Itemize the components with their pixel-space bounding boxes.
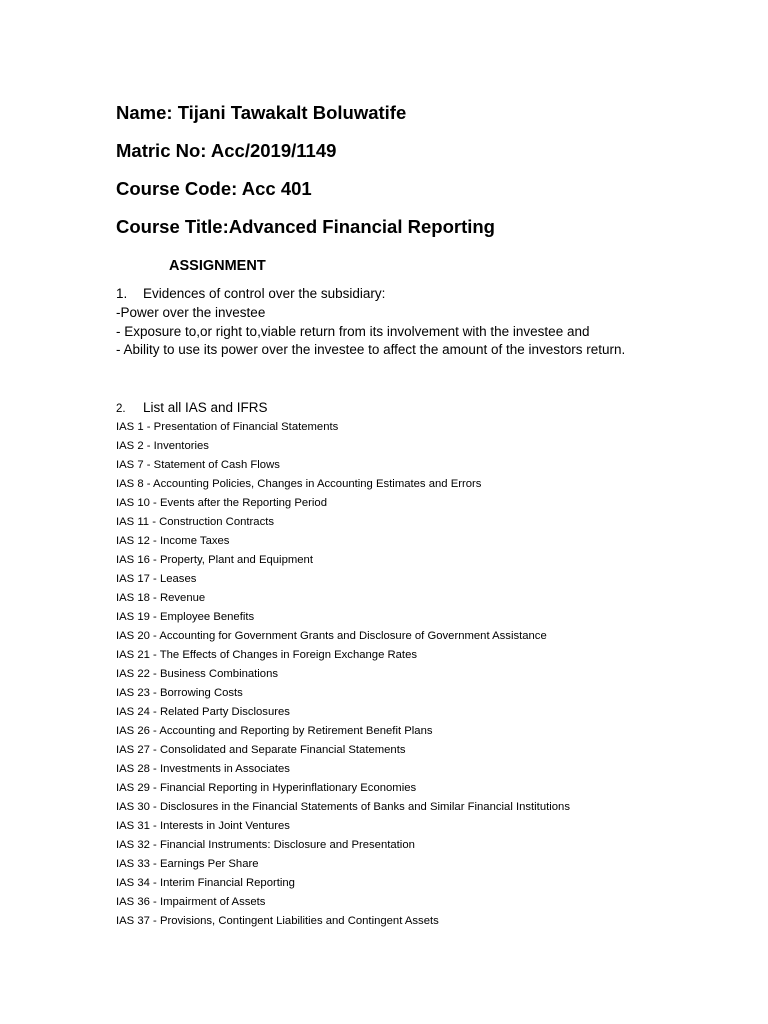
assignment-heading: ASSIGNMENT [169, 258, 266, 274]
list-item: IAS 16 - Property, Plant and Equipment [116, 554, 313, 566]
list-item: IAS 18 - Revenue [116, 592, 206, 604]
list-item: IAS 30 - Disclosures in the Financial Statements of Banks and Similar Financial Institutions [116, 801, 570, 813]
list-item: IAS 33 - Earnings Per Share [116, 858, 259, 870]
course-code: Course Code: Acc 401 [116, 178, 312, 199]
answer-line-exposure: - Exposure to,or right to,viable return from its involvement with the investee and [116, 323, 590, 339]
question-1 [116, 285, 651, 360]
list-item: IAS 11 - Construction Contracts [116, 516, 275, 528]
list-item: IAS 29 - Financial Reporting in Hyperinflationary Economies [116, 782, 417, 794]
list-item: IAS 17 - Leases [116, 573, 197, 585]
standards-list [116, 418, 676, 931]
list-item: IAS 10 - Events after the Reporting Period [116, 497, 327, 509]
list-item: IAS 1 - Presentation of Financial Statements [116, 421, 339, 433]
question-2-text: List all IAS and IFRS [143, 400, 268, 415]
list-item: IAS 37 - Provisions, Contingent Liabilities and Contingent Assets [116, 915, 439, 927]
matric-number: Matric No: Acc/2019/1149 [116, 140, 337, 161]
list-item: IAS 22 - Business Combinations [116, 668, 279, 680]
question-1-text: Evidences of control over the subsidiary: [143, 286, 386, 301]
question-2-heading [116, 399, 651, 419]
list-item: IAS 28 - Investments in Associates [116, 763, 290, 775]
course-title: Course Title:Advanced Financial Reporting [116, 216, 495, 237]
list-item: IAS 23 - Borrowing Costs [116, 687, 243, 699]
list-item: IAS 26 - Accounting and Reporting by Retirement Benefit Plans [116, 725, 433, 737]
list-item: IAS 36 - Impairment of Assets [116, 896, 266, 908]
list-item: IAS 32 - Financial Instruments: Disclosure and Presentation [116, 839, 415, 851]
list-item: IAS 19 - Employee Benefits [116, 611, 255, 623]
list-item: IAS 24 - Related Party Disclosures [116, 706, 290, 718]
question-1-heading [116, 285, 651, 304]
list-item: IAS 31 - Interests in Joint Ventures [116, 820, 290, 832]
list-item: IAS 7 - Statement of Cash Flows [116, 459, 280, 471]
question-1-number: 1. [116, 286, 128, 301]
list-item: IAS 27 - Consolidated and Separate Financial Statements [116, 744, 406, 756]
answer-line-ability: - Ability to use its power over the investee to affect the amount of the investors return. [116, 342, 626, 358]
list-item: IAS 12 - Income Taxes [116, 535, 230, 547]
list-item: IAS 20 - Accounting for Government Grants and Disclosure of Government Assistance [116, 630, 547, 642]
list-item: IAS 2 - Inventories [116, 440, 209, 452]
answer-line-power: -Power over the investee [116, 304, 266, 320]
list-item: IAS 21 - The Effects of Changes in Foreign Exchange Rates [116, 649, 418, 661]
list-item: IAS 34 - Interim Financial Reporting [116, 877, 295, 889]
question-2-number: 2. [116, 403, 126, 415]
student-name: Name: Tijani Tawakalt Boluwatife [116, 102, 407, 123]
list-item: IAS 8 - Accounting Policies, Changes in Accounting Estimates and Errors [116, 478, 482, 490]
